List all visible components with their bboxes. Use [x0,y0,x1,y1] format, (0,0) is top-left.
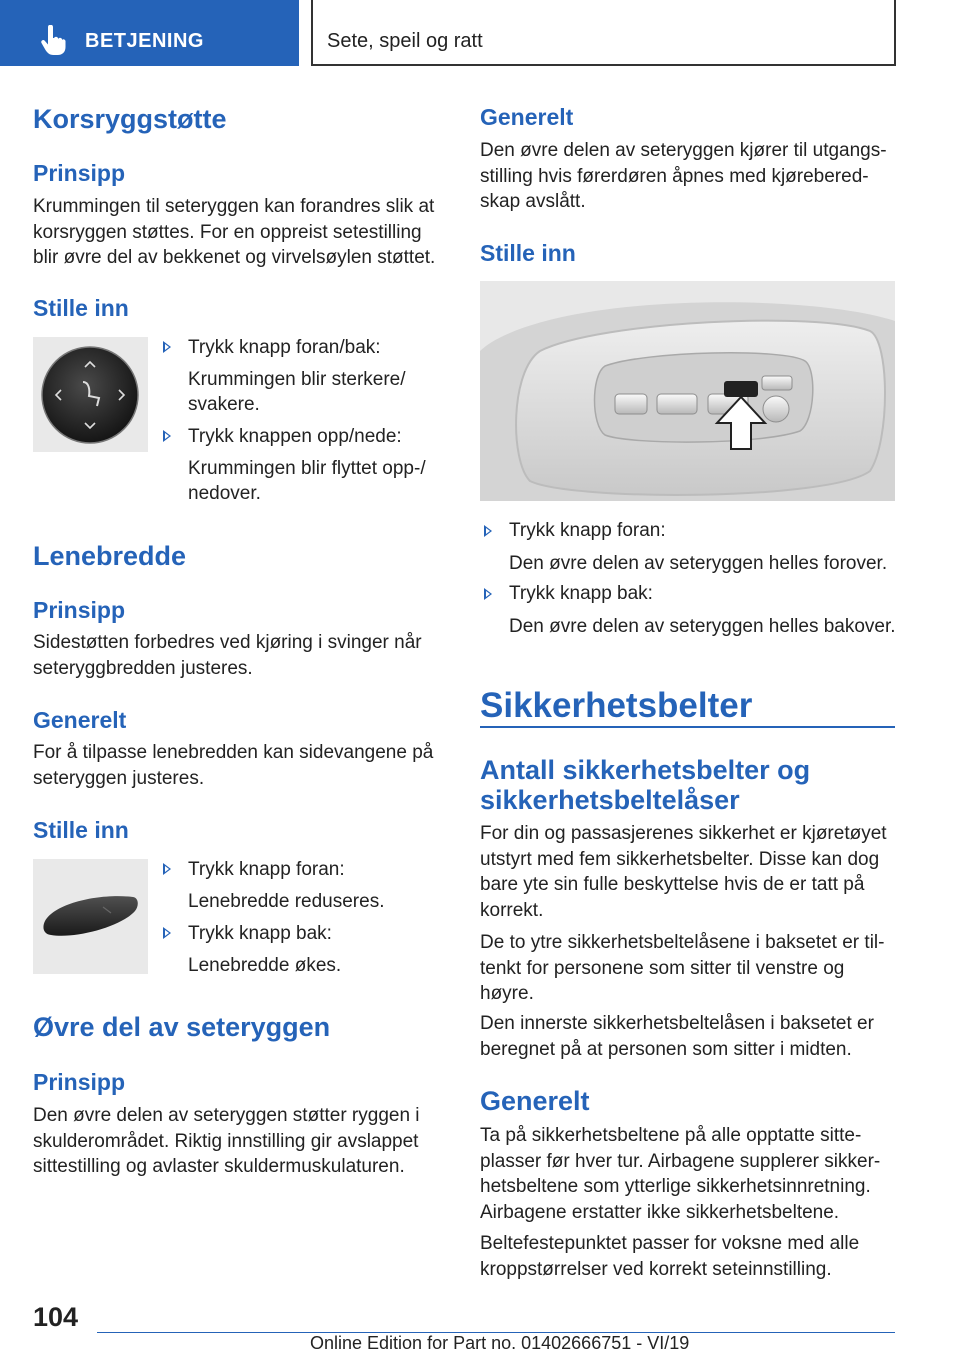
lumbar-bullet-1: Trykk knapp foran/bak: Krummingen blir sterkere/ svakere. [188,337,406,415]
heading-upper-general: Generelt [480,104,574,130]
bullet-triangle-icon [163,927,171,939]
lumbar-principle-text: Krummingen til seteryggen kan forandres slik at korsryggen støttes. For en oppreist setestilling blir øvre del av bekkenet og virvelsøylen støttet. [33,196,436,268]
width-bullet-2: Trykk knapp bak: Lenebredde økes. [188,923,342,976]
heading-lumbar-adjust: Stille inn [33,295,129,321]
bullet-triangle-icon [484,525,492,537]
bullet-triangle-icon [484,588,492,600]
belt-count-p2: De to ytre sikkerhetsbeltelåsene i baksetet er til- tenkt for personene som sitter til venstre og høyre. [480,932,885,1004]
heading-lumbar-principle: Prinsipp [33,160,126,186]
bullet-triangle-icon [163,341,171,353]
seat-controls-image [480,281,895,501]
belt-count-p3: Den innerste sikkerhetsbeltelåsen i baksetet er beregnet på at personen som sitter i midten. [480,1013,874,1060]
width-bullet-1: Trykk knapp foran: Lenebredde reduseres. [188,859,385,912]
section-label: BETJENING [85,30,204,52]
page-number: 104 [33,1302,79,1332]
section-rule [480,726,895,728]
bullet-triangle-icon [163,863,171,875]
edition-text: Online Edition for Part no. 01402666751 - VI/19 [310,1333,690,1353]
lumbar-bullet-2: Trykk knappen opp/nede: Krummingen blir flyttet opp-/ nedover. [188,426,426,504]
heading-upper-adjust: Stille inn [480,240,576,266]
heading-upper-principle: Prinsipp [33,1069,126,1095]
heading-width-principle: Prinsipp [33,597,126,623]
topic-label: Sete, speil og ratt [327,30,483,52]
bullet-triangle-icon [163,430,171,442]
hand-pointer-icon [40,25,66,55]
heading-belts-general: Generelt [480,1086,590,1116]
belts-general-p2: Beltefestepunktet passer for voksne med alle kroppstørrelser ved korrekt seteinnstilling. [480,1233,860,1280]
upper-bullet-2: Trykk knapp bak: Den øvre delen av seteryggen helles bakover. [509,583,896,637]
heading-lumbar-support: Korsryggstøtte [33,104,227,134]
heading-seat-belts: Sikkerhetsbelter [480,686,753,725]
heading-width-general: Generelt [33,707,127,733]
belts-general-p1: Ta på sikkerhetsbeltene på alle opptatte sitte- plasser før hver tur. Airbagene supplerer sikker- hetsbeltene som ytterlige sikkerhetsinnretning. Airbagene erstatter ikke sikkerhetsbeltene. [480,1125,881,1223]
upper-general-text: Den øvre delen av seteryggen kjører til utgangs- stilling hvis førerdøren åpnes med kjørebered- skap avslått. [480,140,887,212]
lumbar-control-image [33,337,148,452]
width-principle-text: Sidestøtten forbedres ved kjøring i svinger når seteryggbredden justeres. [33,632,422,679]
topic-tab [311,0,896,66]
heading-upper-backrest: Øvre del av seteryggen [33,1012,331,1042]
upper-principle-text: Den øvre delen av seteryggen støtter ryggen i skulderområdet. Riktig innstilling gir avslappet sittestilling og avlaster skuldermuskulaturen. [33,1105,420,1177]
section-tab [0,0,299,66]
width-general-text: For å tilpasse lenebredden kan sidevangene på seteryggen justeres. [33,742,434,789]
upper-bullet-1: Trykk knapp foran: Den øvre delen av seteryggen helles forover. [509,520,888,574]
heading-belt-count: Antall sikkerhetsbelter og sikkerhetsbeltelåser [480,755,811,815]
belt-count-p1: For din og passasjerenes sikkerhet er kjøretøyet utstyrt med fem sikkerhetsbelter. Disse kan dog bare yte sin fulle beskyttelse hvis de er tatt på korrekt. [480,823,887,921]
heading-width-adjust: Stille inn [33,817,129,843]
width-button-image [33,859,148,974]
heading-backrest-width: Lenebredde [33,541,187,571]
